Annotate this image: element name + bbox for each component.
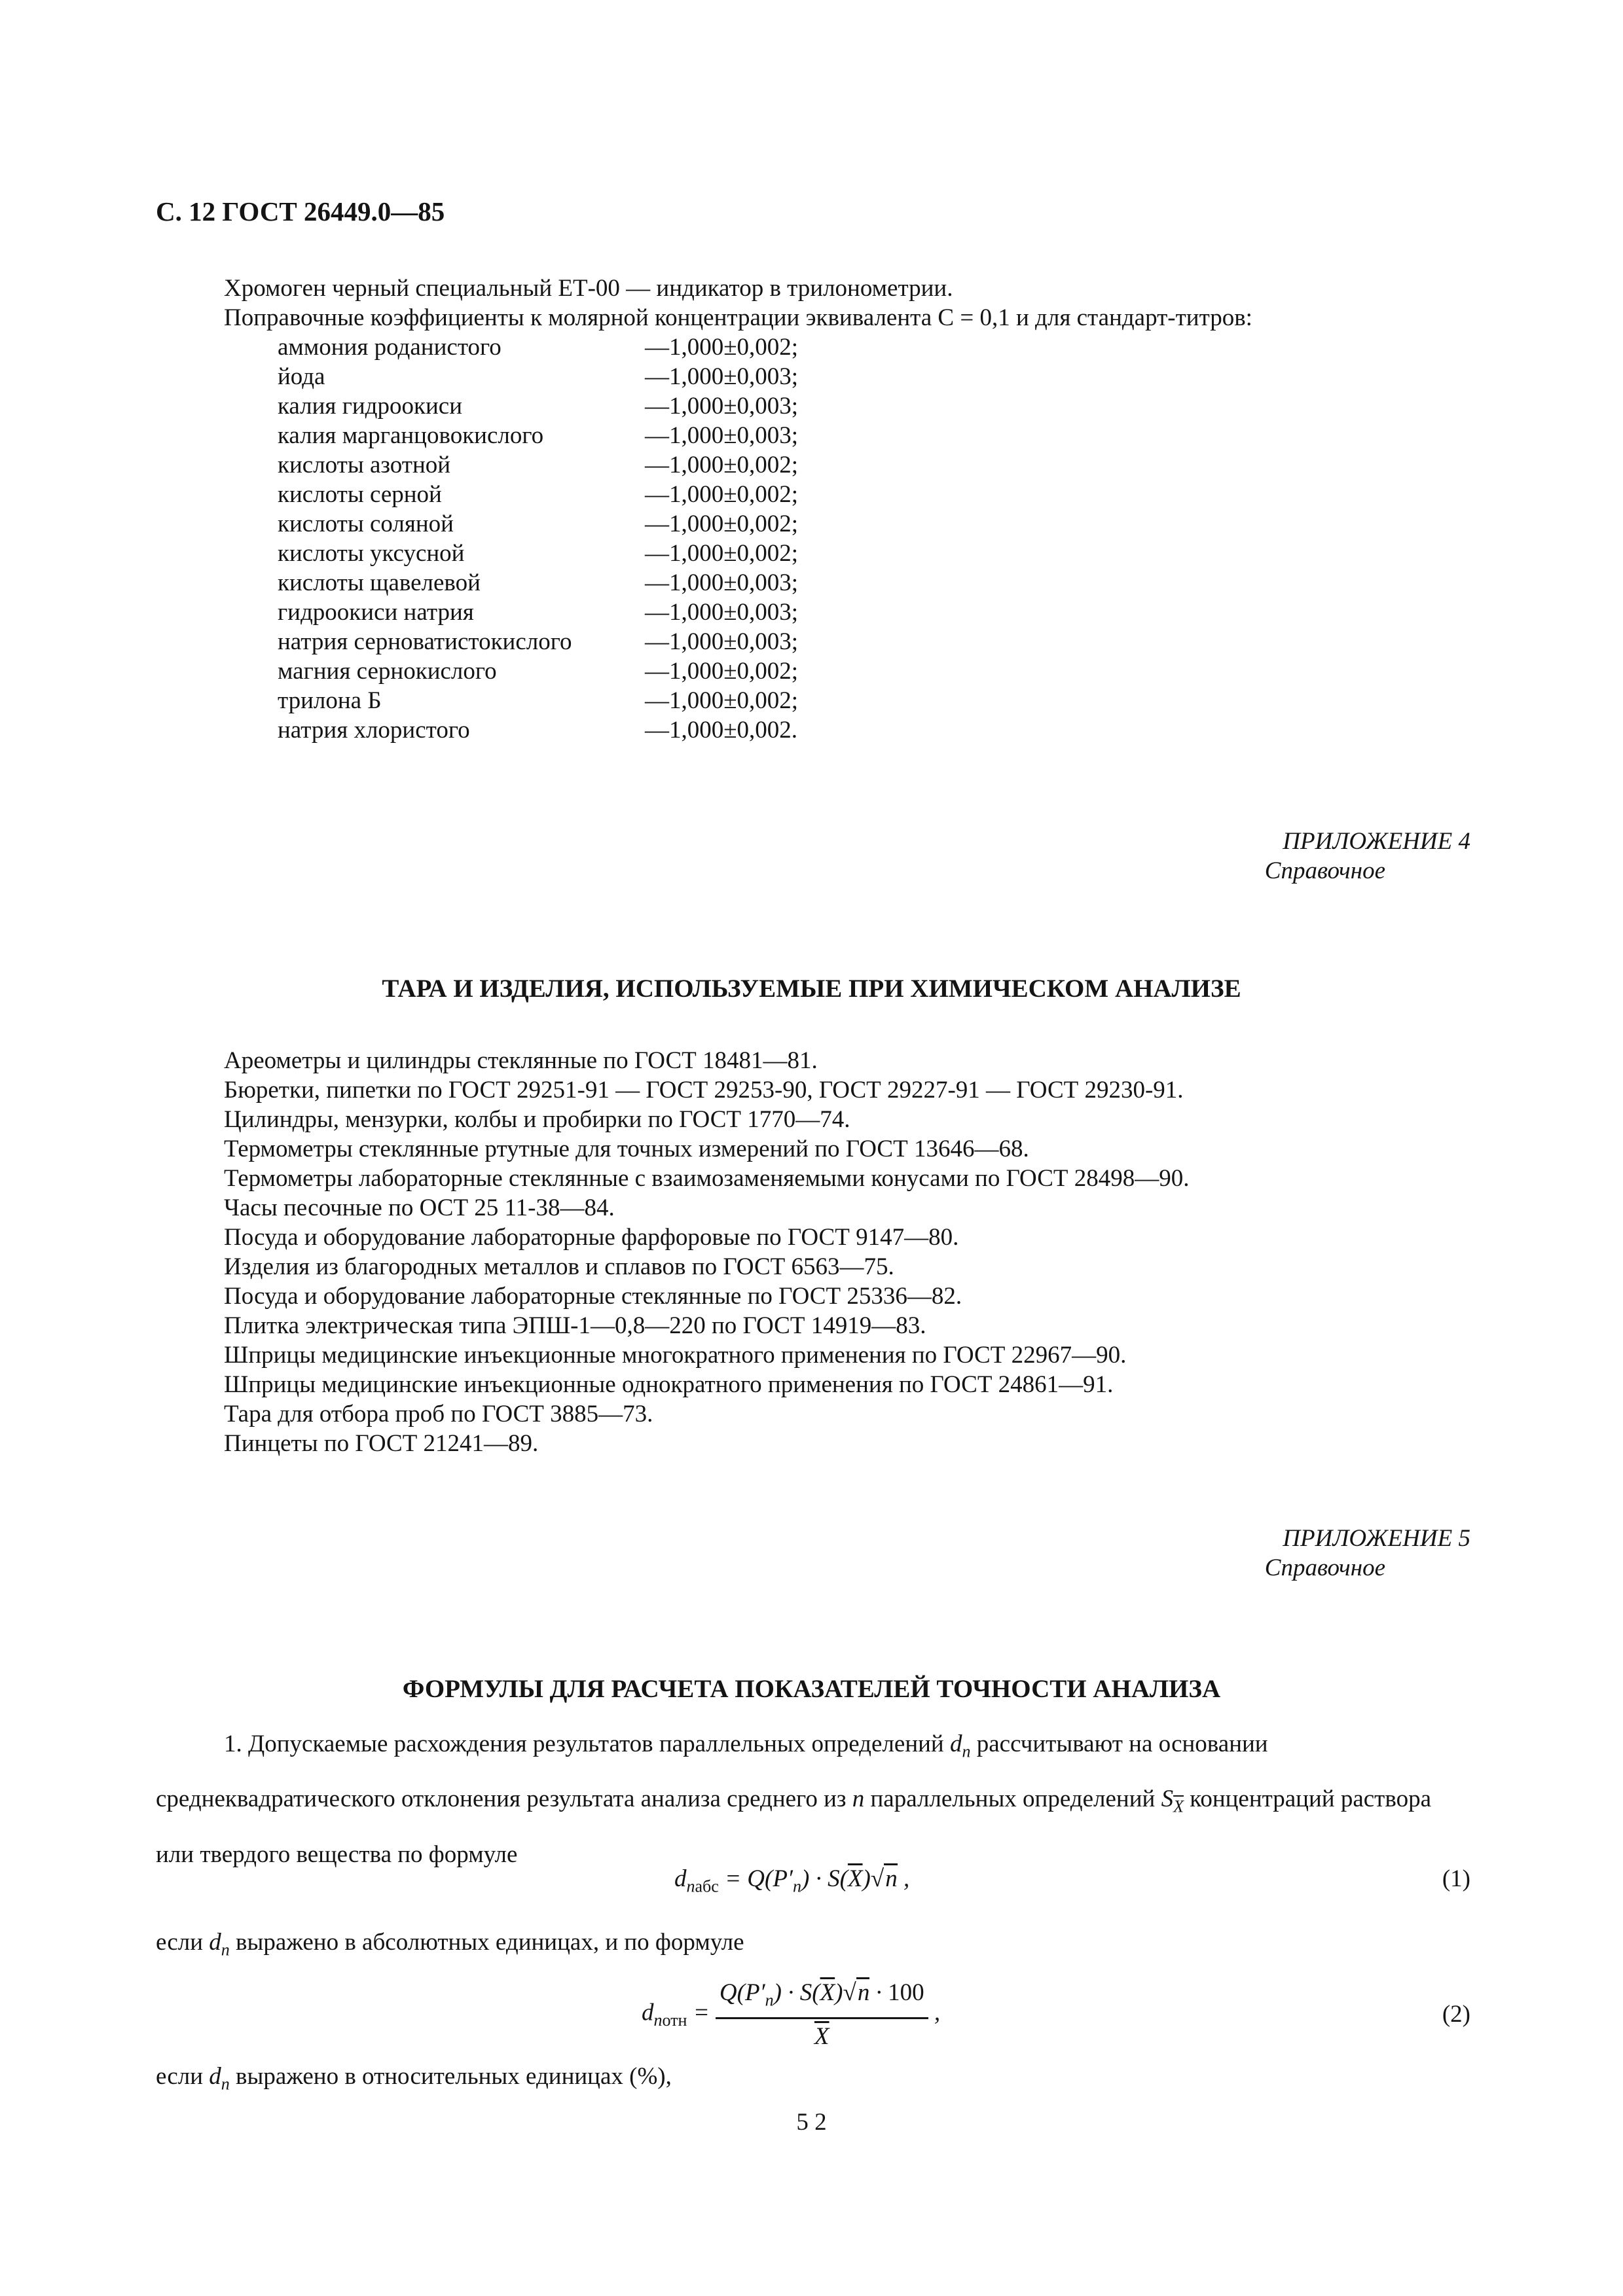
- coefficient-name: калия гидроокиси: [278, 393, 462, 420]
- coefficient-name: гидроокиси натрия: [278, 599, 474, 626]
- symbol-s-xbar: $S_{\overline{X}}$: [1161, 1785, 1184, 1816]
- equipment-item: Ареометры и цилиндры стеклянные по ГОСТ 18481—81.: [224, 1047, 818, 1074]
- equation-2-number: (2): [1442, 2001, 1470, 2028]
- intro-line-coefficients: Поправочные коэффициенты к молярной концентрации эквивалента С = 0,1 и для стандарт-титров:: [224, 304, 1252, 331]
- appendix-4-label: [1078, 827, 1470, 886]
- equipment-item: Посуда и оборудование лабораторные стеклянные по ГОСТ 25336—82.: [224, 1283, 962, 1310]
- equipment-item: Шприцы медицинские инъекционные однократного применения по ГОСТ 24861—91.: [224, 1371, 1114, 1398]
- coefficient-name: кислоты азотной: [278, 452, 451, 478]
- after-formula-1-a: если: [156, 1929, 210, 1956]
- symbol-n: n: [852, 1785, 865, 1813]
- coefficient-value: —1,000±0,003;: [645, 363, 799, 390]
- coefficient-value: —1,000±0,002;: [645, 481, 799, 508]
- appendix-5-number: ПРИЛОЖЕНИЕ 5: [1283, 1525, 1470, 1552]
- coefficient-value: —1,000±0,002;: [645, 658, 799, 685]
- formula-2: $d_{nотн}$ = $\frac{Q(P'_n) \cdot S(\overline{X})√n \cdot 100}{X}$ ,: [642, 1978, 940, 2051]
- after-formula-1-b: выражено в абсолютных единицах, и по формуле: [229, 1929, 744, 1956]
- coefficient-name: кислоты соляной: [278, 511, 454, 537]
- equipment-item: Термометры стеклянные ртутные для точных измерений по ГОСТ 13646—68.: [224, 1136, 1029, 1162]
- formula-2-subscript: отн: [662, 2011, 687, 2030]
- coefficient-value: —1,000±0,003;: [645, 628, 799, 655]
- coefficient-value: —1,000±0,003;: [645, 422, 799, 449]
- coefficient-name: кислоты серной: [278, 481, 442, 508]
- equipment-item: Пинцеты по ГОСТ 21241—89.: [224, 1430, 539, 1457]
- paragraph-1-text-c: параллельных определений: [864, 1785, 1161, 1813]
- intro-line-indicator: Хромоген черный специальный ЕТ-00 — индикатор в трилонометрии.: [224, 275, 953, 302]
- coefficient-name: магния сернокислого: [278, 658, 497, 685]
- appendix-4-title: ТАРА И ИЗДЕЛИЯ, ИСПОЛЬЗУЕМЫЕ ПРИ ХИМИЧЕСКОМ АНАЛИЗЕ: [382, 975, 1241, 1003]
- coefficient-name: калия марганцовокислого: [278, 422, 544, 449]
- page-header: С. 12 ГОСТ 26449.0—85: [156, 196, 445, 226]
- coefficient-name: натрия серноватистокислого: [278, 628, 572, 655]
- paragraph-1-text-b: рассчитывают на основании среднеквадратического отклонения результата анализа среднего из: [156, 1731, 1268, 1813]
- formula-2-hundred: 100: [888, 1979, 924, 2006]
- equipment-item: Изделия из благородных металлов и сплавов по ГОСТ 6563—75.: [224, 1253, 894, 1280]
- paragraph-1-text-a: 1. Допускаемые расхождения результатов параллельных определений: [224, 1731, 950, 1757]
- equipment-item: Термометры лабораторные стеклянные с взаимозаменяемыми конусами по ГОСТ 28498—90.: [224, 1165, 1190, 1192]
- appendix-4-kind: Справочное: [1264, 857, 1385, 884]
- symbol-dn-3: $d_n$: [209, 2063, 230, 2094]
- paragraph-1: [156, 1720, 1465, 1878]
- coefficient-name: трилона Б: [278, 687, 382, 714]
- equipment-item: Часы песочные по ОСТ 25 11-38—84.: [224, 1194, 615, 1221]
- coefficient-value: —1,000±0,003;: [645, 569, 799, 596]
- equipment-item: Шприцы медицинские инъекционные многократного применения по ГОСТ 22967—90.: [224, 1342, 1127, 1369]
- coefficient-value: —1,000±0,002;: [645, 334, 799, 361]
- paragraph-1-text-d: концентраций раствора или твердого вещества по формуле: [156, 1785, 1431, 1868]
- page-number: 5 2: [796, 2109, 827, 2136]
- appendix-5-kind: Справочное: [1264, 1554, 1385, 1581]
- coefficient-value: —1,000±0,003;: [645, 599, 799, 626]
- formula-1: $d_{nабс} = Q(P'_n) \cdot S(\overline{X})√n$ ,: [674, 1864, 909, 1901]
- after-formula-2-b: выражено в относительных единицах (%),: [229, 2063, 672, 2090]
- appendix-4-number: ПРИЛОЖЕНИЕ 4: [1283, 828, 1470, 855]
- coefficient-value: —1,000±0,002;: [645, 687, 799, 714]
- equipment-item: Бюретки, пипетки по ГОСТ 29251-91 — ГОСТ 29253-90, ГОСТ 29227-91 — ГОСТ 29230-91.: [224, 1077, 1184, 1103]
- coefficient-value: —1,000±0,002;: [645, 452, 799, 478]
- coefficient-name: кислоты уксусной: [278, 540, 465, 567]
- coefficient-value: —1,000±0,002;: [645, 511, 799, 537]
- appendix-5-label: [1078, 1524, 1470, 1583]
- coefficient-value: —1,000±0,002.: [645, 717, 798, 744]
- equation-1-number: (1): [1442, 1865, 1470, 1892]
- after-formula-2-a: если: [156, 2063, 210, 2090]
- equipment-item: Плитка электрическая типа ЭПШ-1—0,8—220 по ГОСТ 14919—83.: [224, 1312, 926, 1339]
- coefficient-name: аммония роданистого: [278, 334, 501, 361]
- coefficient-name: кислоты щавелевой: [278, 569, 481, 596]
- symbol-dn: $d_n$: [949, 1731, 971, 1761]
- coefficient-value: —1,000±0,003;: [645, 393, 799, 420]
- after-formula-2: [156, 2062, 672, 2098]
- coefficient-name: йода: [278, 363, 325, 390]
- coefficient-value: —1,000±0,002;: [645, 540, 799, 567]
- formula-2-fraction: $\frac{Q(P'_n) \cdot S(\overline{X})√n \cdot 100}{X}$: [716, 1978, 928, 2051]
- equipment-item: Тара для отбора проб по ГОСТ 3885—73.: [224, 1401, 653, 1427]
- coefficient-name: натрия хлористого: [278, 717, 470, 744]
- formula-1-subscript: абс: [695, 1876, 719, 1896]
- symbol-dn-2: $d_n$: [209, 1929, 230, 1960]
- after-formula-1: [156, 1928, 744, 1964]
- appendix-5-title: ФОРМУЛЫ ДЛЯ РАСЧЕТА ПОКАЗАТЕЛЕЙ ТОЧНОСТИ АНАЛИЗА: [402, 1675, 1221, 1703]
- equipment-item: Цилиндры, мензурки, колбы и пробирки по ГОСТ 1770—74.: [224, 1106, 850, 1133]
- equipment-item: Посуда и оборудование лабораторные фарфоровые по ГОСТ 9147—80.: [224, 1224, 959, 1251]
